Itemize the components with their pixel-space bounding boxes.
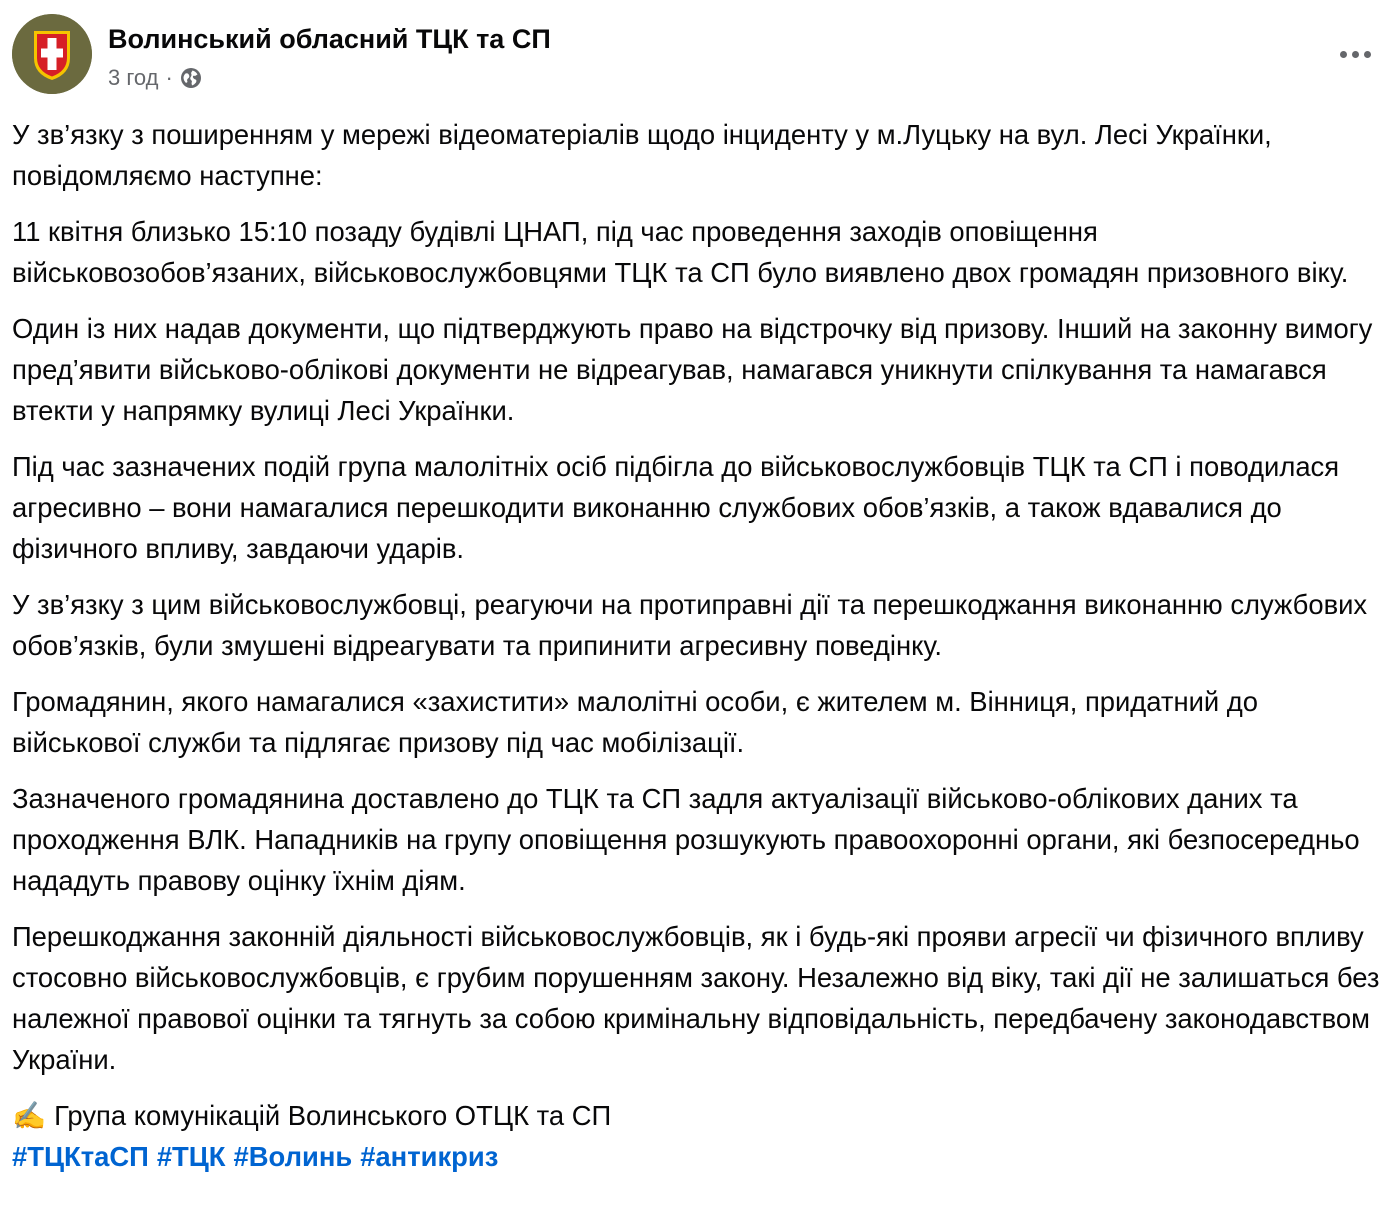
hashtag-volyn[interactable]: #Волинь <box>233 1141 353 1172</box>
post-paragraph-8: Перешкоджання законній діяльності військовослужбовців, як і будь-які прояви агресії чи фізичного впливу стосовно військовослужбовців, є грубим порушенням закону. Незалежно від віку, такі дії не залишаться без належної правової оцінки та тягнуть за собою кримінальну відповідальність, передбачену законодавством України. <box>12 921 1380 1075</box>
more-options-icon <box>1340 51 1347 58</box>
post-time[interactable]: 3 год <box>108 65 159 90</box>
post-paragraph-2: 11 квітня близько 15:10 позаду будівлі ЦНАП, під час проведення заходів оповіщення військовозобов’язаних, військовослужбовцями ТЦК та СП було виявлено двох громадян призовного віку. <box>12 216 1349 288</box>
hashtag-list <box>12 1136 1392 1177</box>
hashtag-tck[interactable]: #ТЦК <box>156 1141 226 1172</box>
hashtag-tcktasp[interactable]: #ТЦКтаСП <box>12 1141 149 1172</box>
post-paragraph-3: Один із них надав документи, що підтверджують право на відстрочку від призову. Інший на законну вимогу пред’явити військово-облікові документи не відреагував, намагався уникнути спілкування та намагався втекти у напрямку вулиці Лесі Українки. <box>12 313 1373 426</box>
more-options-button[interactable] <box>1330 36 1380 72</box>
post-paragraph-4: Під час зазначених подій група малолітніх осіб підбігла до військовослужбовців ТЦК та СП і поводилася агресивно – вони намагалися перешкодити виконанню службових обов’язків, а також вдавалися до фізичного впливу, завдаючи ударів. <box>12 451 1340 564</box>
post-paragraph-1: У зв’язку з поширенням у мережі відеоматеріалів щодо інциденту у м.Луцьку на вул. Лесі Українки, повідомляємо наступне: <box>12 119 1272 191</box>
coat-of-arms-icon <box>12 14 92 94</box>
author-name[interactable]: Волинський обласний ТЦК та СП <box>108 24 551 54</box>
writing-hand-icon: ✍️ <box>12 1100 47 1131</box>
globe-icon <box>179 66 203 90</box>
signature-text: Група комунікацій Волинського ОТЦК та СП <box>54 1100 612 1131</box>
post-paragraph-7: Зазначеного громадянина доставлено до ТЦК та СП задля актуалізації військово-облікових даних та проходження ВЛК. Нападників на групу оповіщення розшукують правоохоронні органи, які безпосередньо нададуть правову оцінку їхнім діям. <box>12 783 1360 896</box>
avatar[interactable] <box>12 14 92 94</box>
post-paragraph-5: У зв’язку з цим військовослужбовці, реагуючи на протиправні дії та перешкоджання виконанню службових обов’язків, були змушені відреагувати та припинити агресивну поведінку. <box>12 589 1368 661</box>
post-paragraph-6: Громадянин, якого намагалися «захистити» малолітні особи, є жителем м. Вінниця, придатний до військової служби та підлягає призову під час мобілізації. <box>12 686 1259 758</box>
post-meta <box>108 62 203 94</box>
meta-separator: · <box>165 65 173 90</box>
hashtag-antykryz[interactable]: #антикриз <box>360 1141 499 1172</box>
post-header <box>12 14 1388 98</box>
post-body <box>12 114 1392 1177</box>
post-signature <box>12 1095 1392 1136</box>
